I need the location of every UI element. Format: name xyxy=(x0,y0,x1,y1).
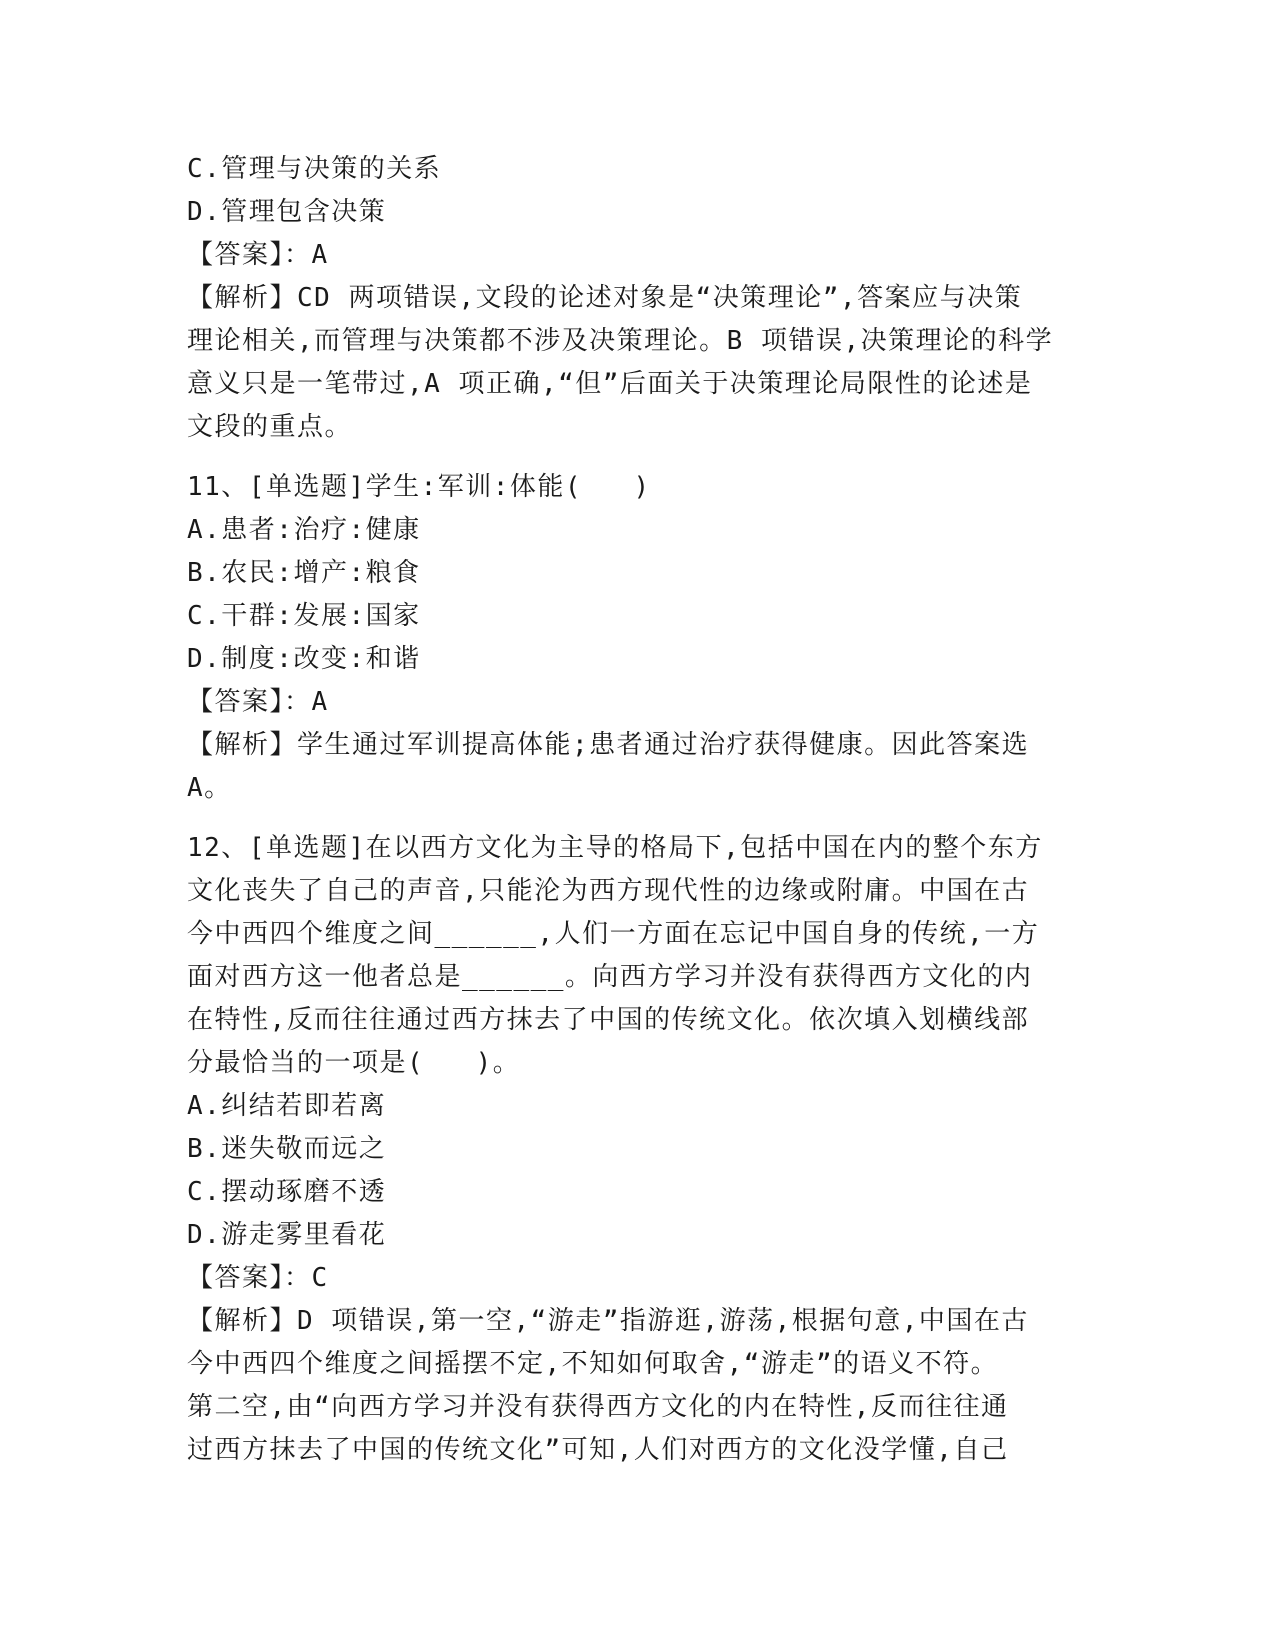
option-d: D.游走雾里看花 xyxy=(187,1220,387,1250)
analysis-line: 【解析】学生通过军训提高体能;患者通过治疗获得健康。因此答案选 xyxy=(187,730,1030,760)
document-page xyxy=(187,148,1082,1472)
stem-line: 面对西方这一他者总是______。向西方学习并没有获得西方文化的内 xyxy=(187,962,1033,992)
stem-line: 12、[单选题]在以西方文化为主导的格局下,包括中国在内的整个东方 xyxy=(187,833,1043,863)
stem-line: 今中西四个维度之间______,人们一方面在忘记中国自身的传统,一方 xyxy=(187,919,1040,949)
option-a: A.患者:治疗:健康 xyxy=(187,515,421,545)
analysis-line: 意义只是一笔带过,A 项正确,“但”后面关于决策理论局限性的论述是 xyxy=(187,369,1033,399)
option-a: A.纠结若即若离 xyxy=(187,1091,387,1121)
answer-line: 【答案】：A xyxy=(187,240,329,270)
option-d: D.管理包含决策 xyxy=(187,197,387,227)
option-c: C.摆动琢磨不透 xyxy=(187,1177,387,1207)
option-d: D.制度:改变:和谐 xyxy=(187,644,421,674)
analysis-line: A。 xyxy=(187,773,232,803)
answer-line: 【答案】：C xyxy=(187,1263,329,1293)
analysis-line: 过西方抹去了中国的传统文化”可知,人们对西方的文化没学懂,自己 xyxy=(187,1435,1009,1465)
stem-line: 在特性,反而往往通过西方抹去了中国的传统文化。依次填入划横线部 xyxy=(187,1005,1030,1035)
stem-line: 文化丧失了自己的声音,只能沦为西方现代性的边缘或附庸。中国在古 xyxy=(187,876,1030,906)
analysis-line: 文段的重点。 xyxy=(187,412,353,442)
spacer xyxy=(187,449,1082,466)
spacer xyxy=(187,810,1082,827)
analysis-block xyxy=(187,1300,1082,1472)
analysis-line: 第二空,由“向西方学习并没有获得西方文化的内在特性,反而往往通 xyxy=(187,1392,1009,1422)
analysis-line: 【解析】D 项错误,第一空,“游走”指游逛,游荡,根据句意,中国在古 xyxy=(187,1306,1029,1336)
option-b: B.农民:增产:粮食 xyxy=(187,558,421,588)
answer-line: 【答案】：A xyxy=(187,687,329,717)
analysis-line: 今中西四个维度之间摇摆不定,不知如何取舍,“游走”的语义不符。 xyxy=(187,1349,999,1379)
question-12 xyxy=(187,827,1082,1472)
analysis-line: 【解析】CD 两项错误,文段的论述对象是“决策理论”,答案应与决策 xyxy=(187,283,1023,313)
option-b: B.迷失敬而远之 xyxy=(187,1134,387,1164)
analysis-line: 理论相关,而管理与决策都不涉及决策理论。B 项错误,决策理论的科学 xyxy=(187,326,1054,356)
question-11 xyxy=(187,466,1082,810)
question-stem xyxy=(187,827,1082,1085)
question-stem: 11、[单选题]学生:军训:体能( ) xyxy=(187,472,651,502)
option-c: C.干群:发展:国家 xyxy=(187,601,421,631)
question-10-tail xyxy=(187,148,1082,449)
analysis-block xyxy=(187,277,1082,449)
option-c: C.管理与决策的关系 xyxy=(187,154,442,184)
stem-line: 分最恰当的一项是( )。 xyxy=(187,1048,521,1078)
analysis-block xyxy=(187,724,1082,810)
